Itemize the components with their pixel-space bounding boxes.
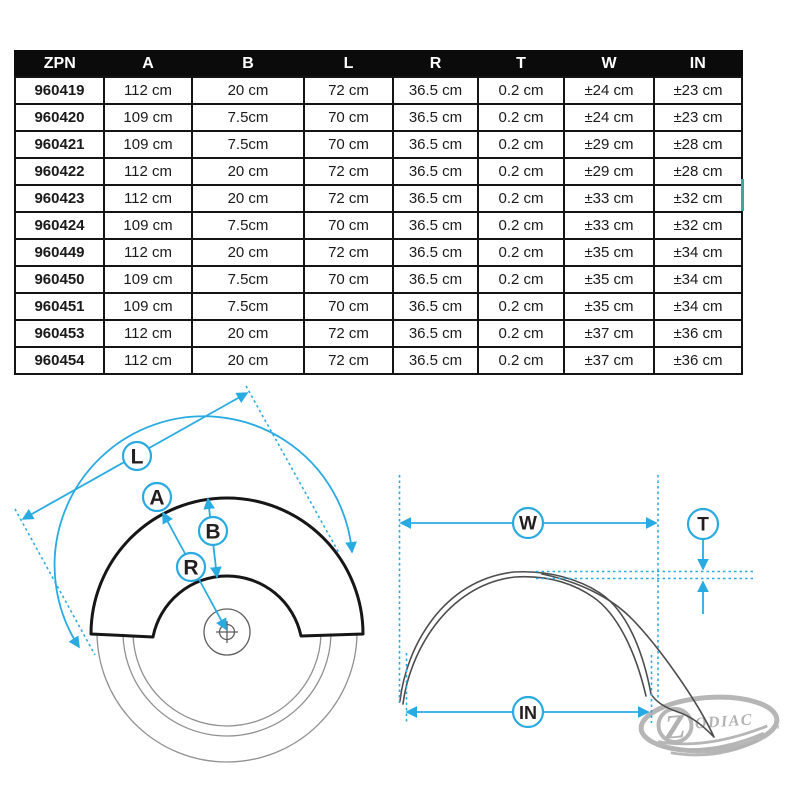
table-row [15,320,742,347]
table-cell: 0.2 cm [478,185,564,212]
table-cell: 70 cm [304,104,393,131]
part-number-cell: 960421 [15,131,104,158]
table-cell: 72 cm [304,185,393,212]
table-cell: 36.5 cm [393,131,478,158]
table-row [15,185,742,212]
table-cell: ±34 cm [654,239,742,266]
column-header-zpn: ZPN [15,51,104,77]
table-cell: ±33 cm [564,185,654,212]
table-cell: 72 cm [304,320,393,347]
table-cell: ±35 cm [564,266,654,293]
table-cell: 20 cm [192,320,304,347]
part-number-cell: 960419 [15,77,104,104]
table-body [15,77,742,374]
table-cell: ±24 cm [564,77,654,104]
table-cell: 7.5cm [192,131,304,158]
table-cell: 0.2 cm [478,104,564,131]
column-header-l: L [304,51,393,77]
table-cell: ±34 cm [654,266,742,293]
table-cell: 109 cm [104,293,192,320]
table-cell: 7.5cm [192,104,304,131]
table-header-row [15,51,742,77]
label-L: L [130,445,144,469]
table-cell: 36.5 cm [393,212,478,239]
table-cell: 0.2 cm [478,293,564,320]
table-cell: ±37 cm [564,347,654,374]
part-number-cell: 960451 [15,293,104,320]
table-cell: 72 cm [304,158,393,185]
zodiac-logo-z: Z [663,708,687,747]
table-cell: 7.5cm [192,212,304,239]
table-cell: ±35 cm [564,239,654,266]
table-cell: 70 cm [304,266,393,293]
table-cell: 0.2 cm [478,266,564,293]
label-W: W [519,513,537,535]
label-T: T [697,514,709,536]
table-cell: ±36 cm [654,320,742,347]
table-cell: 20 cm [192,185,304,212]
table-cell: ±28 cm [654,131,742,158]
table-cell: ±23 cm [654,77,742,104]
fender-spec-table [14,50,743,375]
table-cell: 112 cm [104,239,192,266]
table-row [15,131,742,158]
table-cell: 36.5 cm [393,104,478,131]
table-cell: ±29 cm [564,131,654,158]
axle-hub [204,609,250,655]
table-cell: 0.2 cm [478,347,564,374]
column-header-in: IN [654,51,742,77]
table-cell: 20 cm [192,158,304,185]
table-row [15,104,742,131]
part-number-cell: 960449 [15,239,104,266]
table-cell: ±34 cm [654,293,742,320]
part-number-cell: 960422 [15,158,104,185]
table-row [15,266,742,293]
table-cell: ±32 cm [654,212,742,239]
dimension-T [536,509,753,614]
label-IN: IN [519,703,537,723]
column-header-r: R [393,51,478,77]
part-number-cell: 960453 [15,320,104,347]
table-cell: 0.2 cm [478,77,564,104]
table-row [15,239,742,266]
table-cell: 70 cm [304,212,393,239]
table-row [15,293,742,320]
table-cell: 72 cm [304,347,393,374]
fender-dimension-diagram [0,375,800,800]
table-row [15,212,742,239]
table-cell: ±33 cm [564,212,654,239]
table-cell: ±28 cm [654,158,742,185]
dimension-IN [407,653,652,727]
table-cell: 7.5cm [192,266,304,293]
table-cell: 36.5 cm [393,185,478,212]
table-cell: 20 cm [192,239,304,266]
column-header-w: W [564,51,654,77]
table-row [15,77,742,104]
table-cell: 20 cm [192,77,304,104]
part-number-cell: 960450 [15,266,104,293]
table-row [15,347,742,374]
table-cell: 7.5cm [192,293,304,320]
table-cell: 36.5 cm [393,266,478,293]
table-cell: 0.2 cm [478,239,564,266]
part-number-cell: 960454 [15,347,104,374]
table-cell: ±23 cm [654,104,742,131]
table-cell: 36.5 cm [393,320,478,347]
table-cell: ±32 cm [654,185,742,212]
table-cell: 109 cm [104,104,192,131]
table-cell: 0.2 cm [478,131,564,158]
table-cell: 109 cm [104,131,192,158]
table-cell: 36.5 cm [393,293,478,320]
table-cell: 72 cm [304,239,393,266]
table-cell: 20 cm [192,347,304,374]
table-cell: 70 cm [304,131,393,158]
table-row [15,158,742,185]
table-cell: 112 cm [104,320,192,347]
trademark-symbol: ™ [771,723,780,734]
table-cell: ±37 cm [564,320,654,347]
zodiac-logo-text: ODIAC [694,711,754,733]
part-number-cell: 960424 [15,212,104,239]
dimension-W [400,475,659,705]
column-header-b: B [192,51,304,77]
label-A: A [149,486,165,510]
table-cell: 36.5 cm [393,158,478,185]
table-cell: 70 cm [304,293,393,320]
table-cell: ±29 cm [564,158,654,185]
part-number-cell: 960420 [15,104,104,131]
table-cell: ±24 cm [564,104,654,131]
table-cell: 109 cm [104,212,192,239]
table-cell: ±36 cm [654,347,742,374]
column-header-t: T [478,51,564,77]
column-header-a: A [104,51,192,77]
table-cell: ±35 cm [564,293,654,320]
table-cell: 109 cm [104,266,192,293]
table-cell: 112 cm [104,347,192,374]
part-number-cell: 960423 [15,185,104,212]
table-cell: 36.5 cm [393,239,478,266]
table-cell: 0.2 cm [478,320,564,347]
label-R: R [183,556,199,580]
table-cell: 0.2 cm [478,212,564,239]
table-cell: 112 cm [104,77,192,104]
table-cell: 72 cm [304,77,393,104]
label-B: B [205,520,221,544]
table-cell: 112 cm [104,158,192,185]
table-cell: 0.2 cm [478,158,564,185]
table-cell: 112 cm [104,185,192,212]
fender-cross-section [91,498,363,637]
zodiac-logo [639,693,782,759]
table-cell: 36.5 cm [393,77,478,104]
table-cell: 36.5 cm [393,347,478,374]
grid-selection-artifact [741,179,744,211]
